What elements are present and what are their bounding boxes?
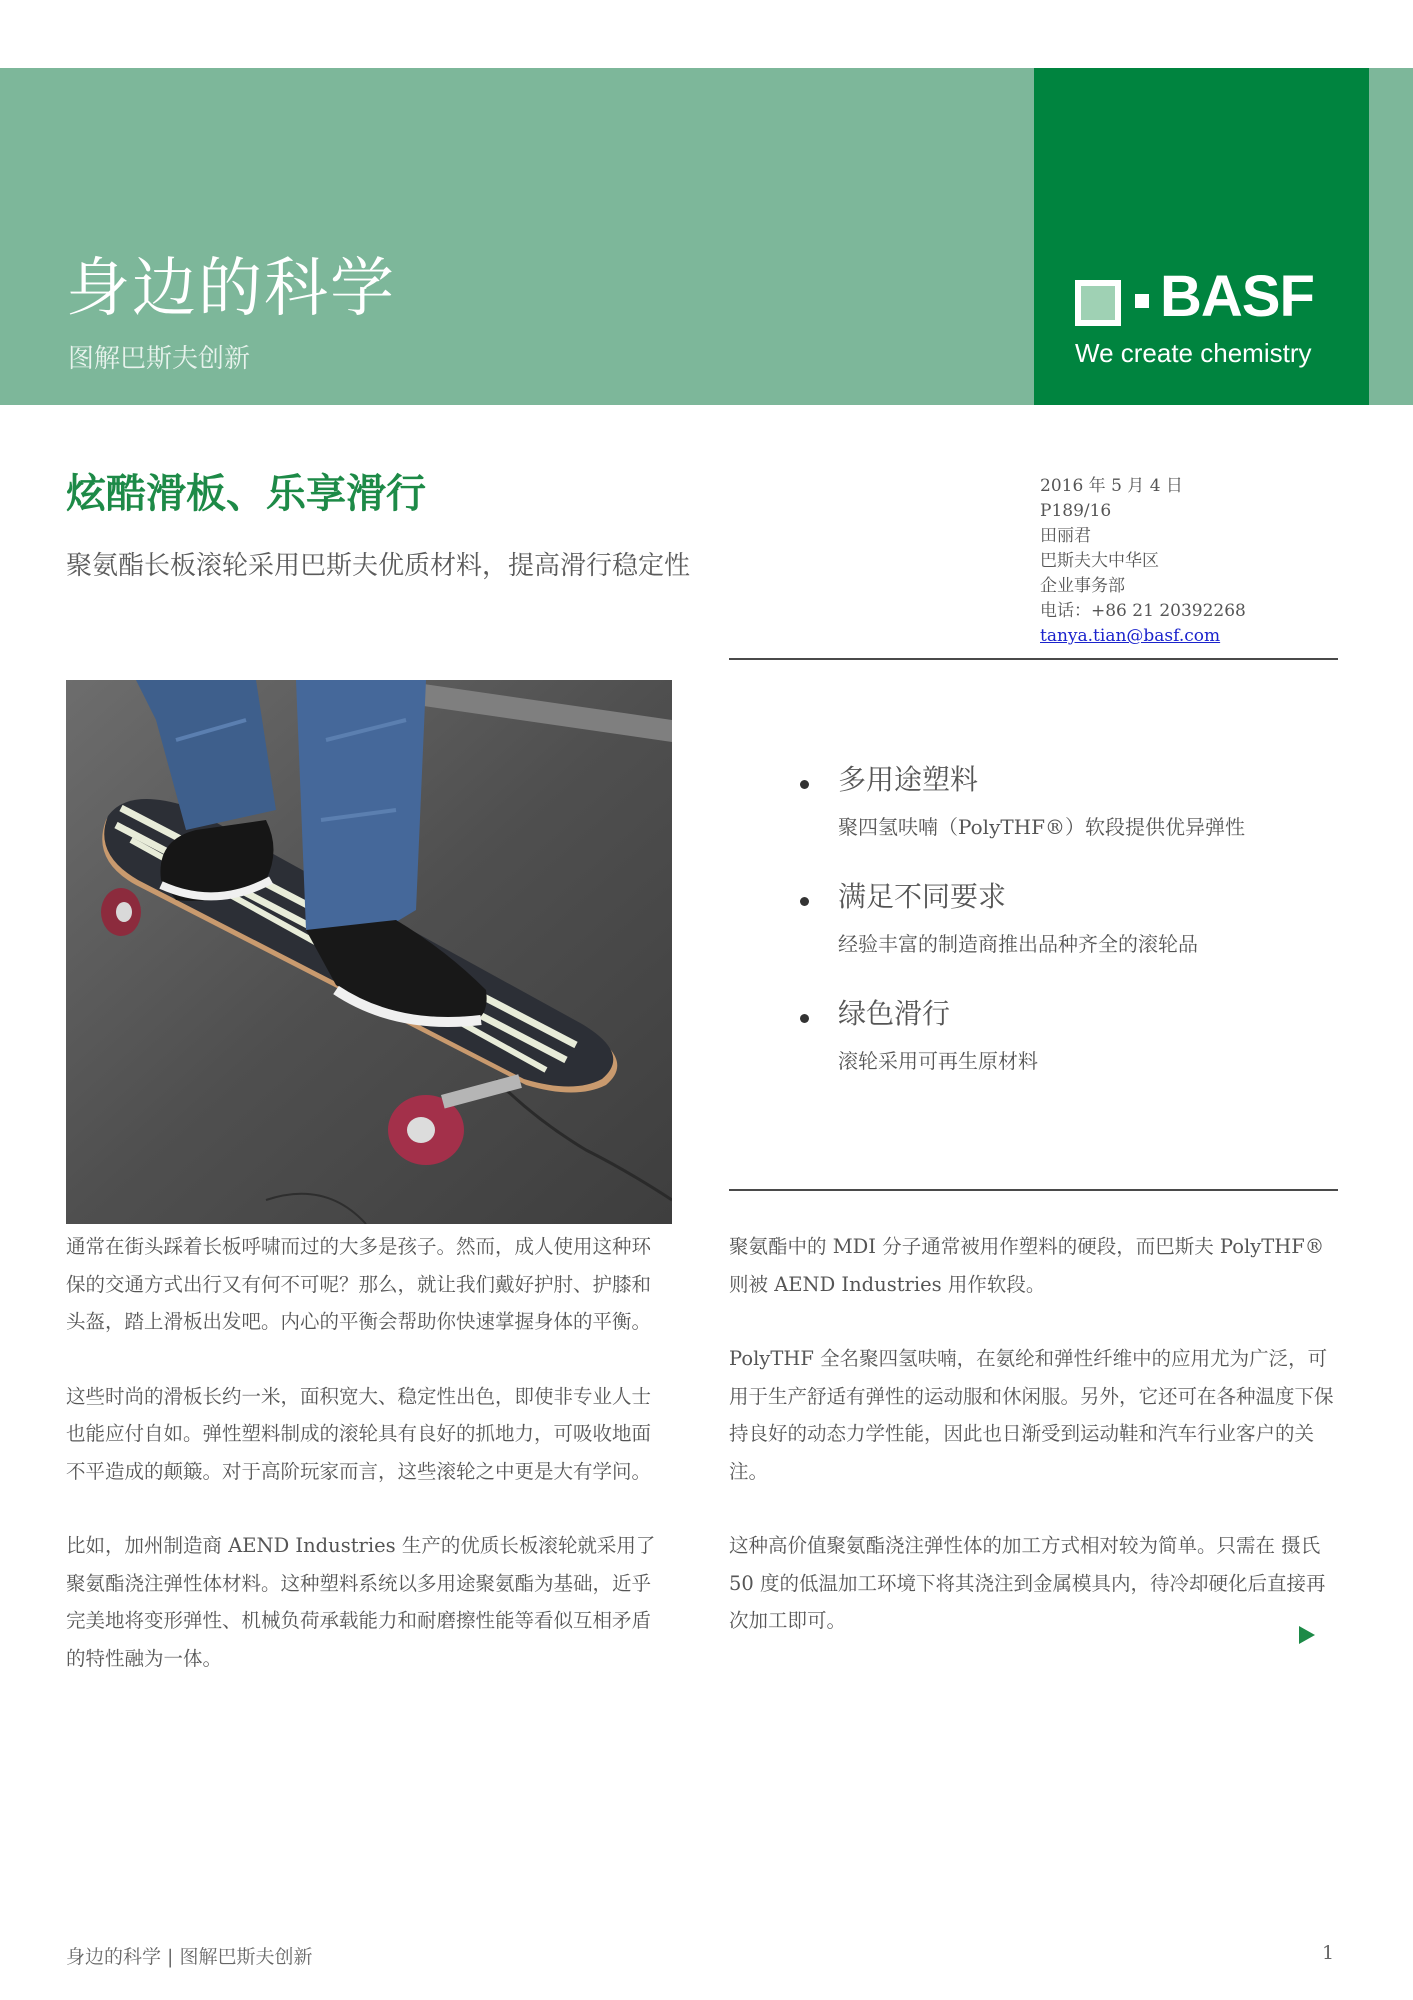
basf-logo-square-icon [1075, 280, 1121, 326]
highlight-desc: 聚四氢呋喃（PolyTHF®）软段提供优异弹性 [838, 815, 1246, 839]
highlight-desc: 经验丰富的制造商推出品种齐全的滚轮品 [838, 932, 1198, 956]
next-page-arrow-icon [1299, 1626, 1315, 1644]
basf-logo-tagline: We create chemistry [1075, 338, 1312, 368]
bullet-icon [800, 1014, 809, 1023]
body-paragraph: 比如，加州制造商 AEND Industries 生产的优质长板滚轮就采用了聚氨酯浇注弹性体材料。这种塑料系统以多用途聚氨酯为基础，近乎完美地将变形弹性、机械负荷承载能力和耐磨擦性能等看似互相矛盾的特性融为一体。 [66, 1534, 656, 1670]
highlights-list [790, 763, 1330, 1121]
highlight-item [790, 880, 1330, 1004]
body-paragraph: 这种高价值聚氨酯浇注弹性体的加工方式相对较为简单。只需在 摄氏 50 度的低温加工环境下将其浇注到金属模具内，待冷却硬化后直接再次加工即可。 [729, 1534, 1326, 1632]
bullet-icon [800, 897, 809, 906]
highlight-title: 多用途塑料 [838, 763, 979, 796]
article-subtitle: 聚氨酯长板滚轮采用巴斯夫优质材料，提高滑行稳定性 [66, 551, 691, 581]
footer-title: 身边的科学 | 图解巴斯夫创新 [66, 1946, 313, 1968]
banner-subtitle: 图解巴斯夫创新 [68, 344, 251, 374]
highlight-item [790, 997, 1330, 1121]
meta-org: 巴斯夫大中华区 [1040, 551, 1159, 571]
body-right-column [729, 1228, 1337, 1677]
basf-logo-text: BASF [1160, 264, 1314, 329]
press-meta [1040, 474, 1340, 649]
body-paragraph: PolyTHF 全名聚四氢呋喃，在氨纶和弹性纤维中的应用尤为广泛，可用于生产舒适有弹性的运动服和休闲服。另外，它还可在各种温度下保持良好的动态力学性能，因此也日渐受到运动鞋和汽车行业客户的关注。 [729, 1347, 1334, 1483]
highlight-item [790, 763, 1330, 887]
meta-date: 2016 年 5 月 4 日 [1040, 476, 1183, 496]
banner-title: 身边的科学 [66, 252, 396, 326]
meta-phone: 电话：+86 21 20392268 [1040, 601, 1246, 621]
highlight-title: 满足不同要求 [838, 880, 1007, 913]
skateboard-photo [66, 680, 672, 1224]
article-title: 炫酷滑板、乐享滑行 [66, 470, 426, 517]
bullet-icon [800, 780, 809, 789]
divider-bottom [729, 1189, 1338, 1191]
body-paragraph: 通常在街头踩着长板呼啸而过的大多是孩子。然而，成人使用这种环保的交通方式出行又有何不可呢？那么，就让我们戴好护肘、护膝和头盔，踏上滑板出发吧。内心的平衡会帮助你快速掌握身体的平衡。 [66, 1235, 652, 1333]
body-left-column [66, 1228, 666, 1714]
body-paragraph: 这些时尚的滑板长约一米，面积宽大、稳定性出色，即使非专业人士也能应付自如。弹性塑料制成的滚轮具有良好的抓地力，可吸收地面不平造成的颠簸。对于高阶玩家而言，这些滚轮之中更是大有学问。 [66, 1384, 652, 1483]
basf-logo-dot-icon [1135, 294, 1149, 308]
meta-email-link[interactable]: tanya.tian@basf.com [1040, 626, 1221, 646]
meta-dept: 企业事务部 [1040, 576, 1125, 596]
body-paragraph: 聚氨酯中的 MDI 分子通常被用作塑料的硬段，而巴斯夫 PolyTHF® 则被 AEND Industries 用作软段。 [729, 1235, 1325, 1296]
divider-top [729, 658, 1338, 660]
page-number: 1 [1322, 1942, 1335, 1964]
meta-ref: P189/16 [1040, 501, 1112, 521]
highlight-desc: 滚轮采用可再生原材料 [838, 1049, 1038, 1073]
meta-contact: 田丽君 [1040, 526, 1091, 546]
highlight-title: 绿色滑行 [838, 997, 951, 1030]
banner-edge [1374, 68, 1413, 405]
